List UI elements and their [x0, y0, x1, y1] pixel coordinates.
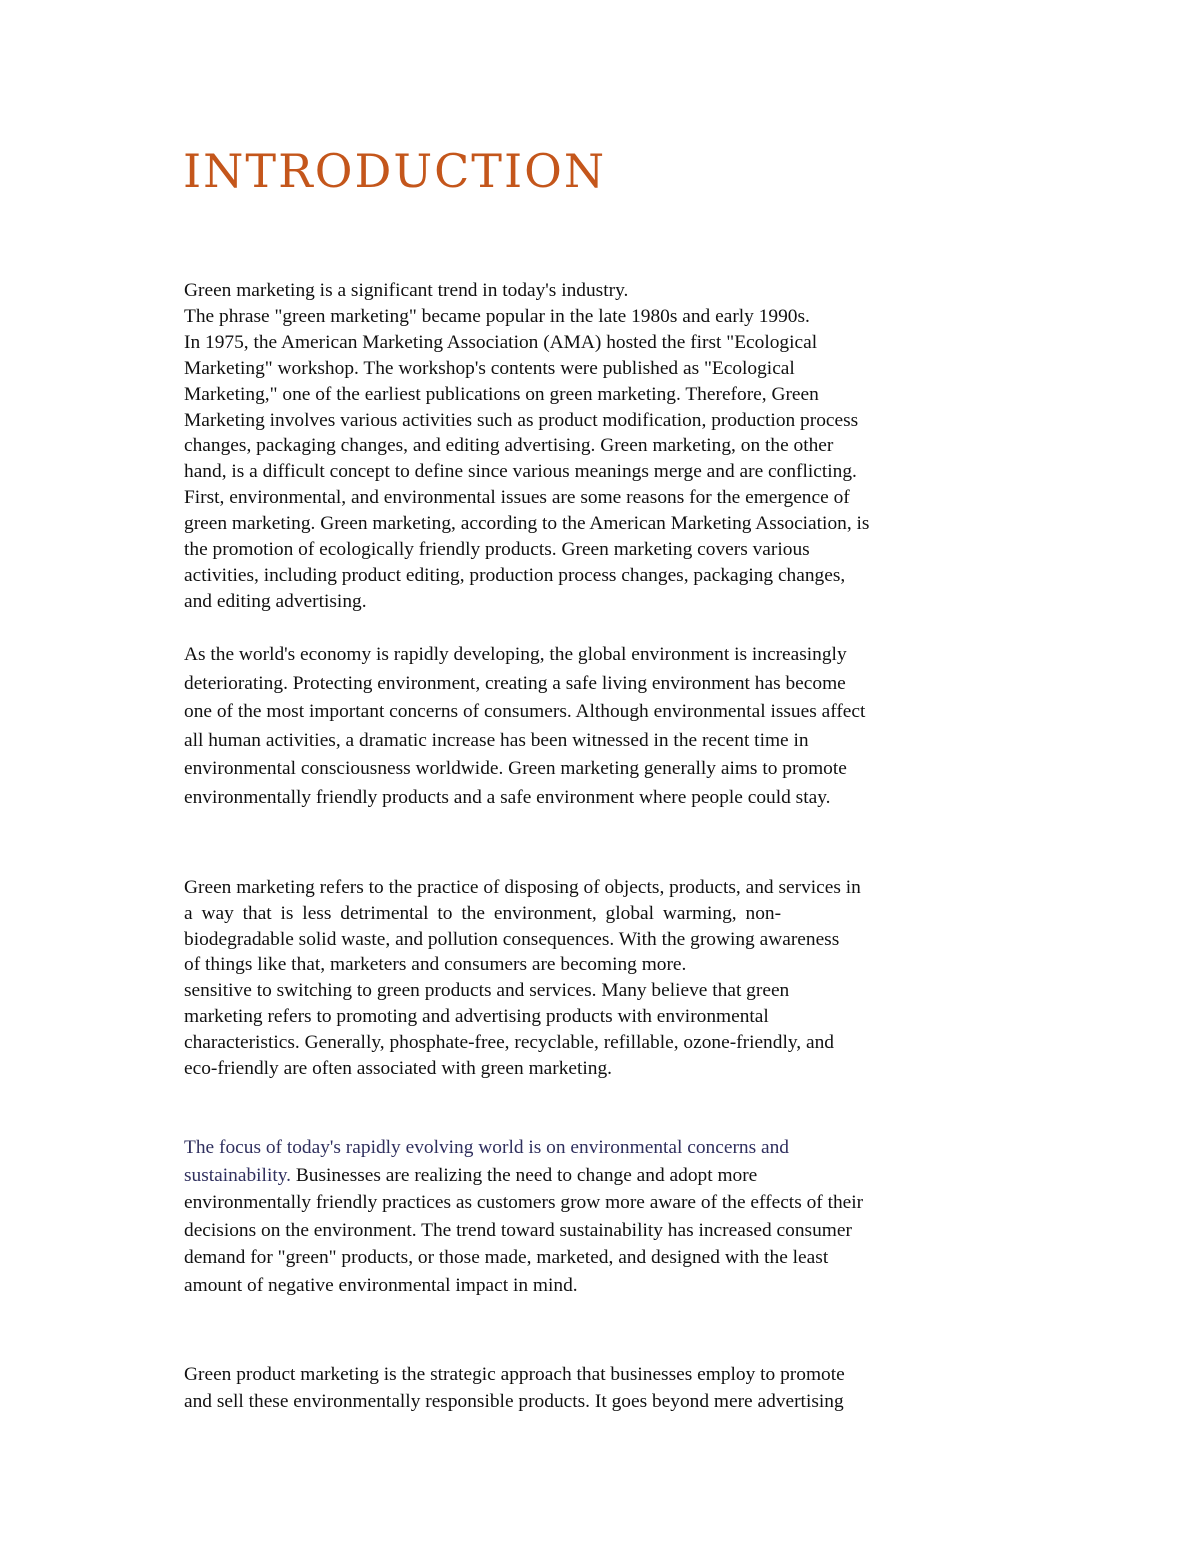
text-line: [184, 1162, 1020, 1190]
text-line: hand, is a difficult concept to define since various meanings merge and are conflicting.: [184, 461, 857, 483]
text-line: environmentally friendly products and a safe environment where people could stay.: [184, 786, 831, 808]
text-line: environmentally friendly practices as customers grow more aware of the effects of their: [184, 1192, 864, 1214]
paragraph-green-product-marketing: [184, 1361, 1020, 1415]
paragraph-sustainability-focus: [184, 1134, 1020, 1300]
text-line: marketing refers to promoting and advertising products with environmental: [184, 1005, 769, 1027]
text-line: amount of negative environmental impact in mind.: [184, 1274, 578, 1296]
text-line: a way that is less detrimental to the environment, global warming, non-: [184, 902, 782, 924]
text-line: and sell these environmentally responsible products. It goes beyond mere advertising: [184, 1391, 844, 1412]
text-line: In 1975, the American Marketing Association (AMA) hosted the first "Ecological: [184, 331, 818, 353]
text-line: of things like that, marketers and consumers are becoming more.: [184, 954, 687, 976]
paragraph-world-economy: [184, 641, 1020, 812]
text-line: First, environmental, and environmental issues are some reasons for the emergence of: [184, 487, 850, 509]
text-line: eco-friendly are often associated with green marketing.: [184, 1057, 613, 1079]
text-line: Green marketing refers to the practice of disposing of objects, products, and services in: [184, 877, 861, 898]
highlighted-text: sustainability.: [184, 1164, 291, 1186]
text-line: Marketing" workshop. The workshop's contents were published as "Ecological: [184, 357, 795, 379]
text-line: and editing advertising.: [184, 590, 367, 612]
page-title: INTRODUCTION: [183, 144, 607, 198]
text-line: one of the most important concerns of consumers. Although environmental issues affect: [184, 701, 866, 722]
text-line: demand for "green" products, or those made, marketed, and designed with the least: [184, 1247, 829, 1269]
text-line: sensitive to switching to green products and services. Many believe that green: [184, 980, 790, 1002]
highlighted-text-line: The focus of today's rapidly evolving world is on environmental concerns and: [184, 1137, 789, 1158]
text-line: Green product marketing is the strategic approach that businesses employ to promote: [184, 1364, 845, 1385]
text-line: decisions on the environment. The trend toward sustainability has increased consumer: [184, 1219, 852, 1241]
text-line: Marketing involves various activities such as product modification, production process: [184, 409, 859, 431]
paragraph-green-marketing-history: [184, 278, 1020, 615]
text-line: changes, packaging changes, and editing advertising. Green marketing, on the other: [184, 435, 834, 457]
text-line: deteriorating. Protecting environment, creating a safe living environment has become: [184, 672, 846, 694]
text-line: biodegradable solid waste, and pollution consequences. With the growing awareness: [184, 928, 840, 950]
text-line: The phrase "green marketing" became popular in the late 1980s and early 1990s.: [184, 305, 810, 327]
text-line: all human activities, a dramatic increase has been witnessed in the recent time in: [184, 729, 809, 751]
text-segment: Businesses are realizing the need to change and adopt more: [291, 1164, 758, 1186]
text-line: As the world's economy is rapidly developing, the global environment is increasingly: [184, 644, 847, 665]
paragraph-green-marketing-definition: [184, 875, 1020, 1081]
text-line: the promotion of ecologically friendly products. Green marketing covers various: [184, 539, 810, 561]
text-line: Marketing," one of the earliest publications on green marketing. Therefore, Green: [184, 383, 819, 405]
text-line: activities, including product editing, production process changes, packaging changes,: [184, 564, 846, 586]
text-line: Green marketing is a significant trend in today's industry.: [184, 280, 629, 301]
text-line: characteristics. Generally, phosphate-free, recyclable, refillable, ozone-friendly, and: [184, 1031, 834, 1053]
text-line: environmental consciousness worldwide. Green marketing generally aims to promote: [184, 758, 847, 779]
text-line: green marketing. Green marketing, according to the American Marketing Association, is: [184, 513, 870, 535]
